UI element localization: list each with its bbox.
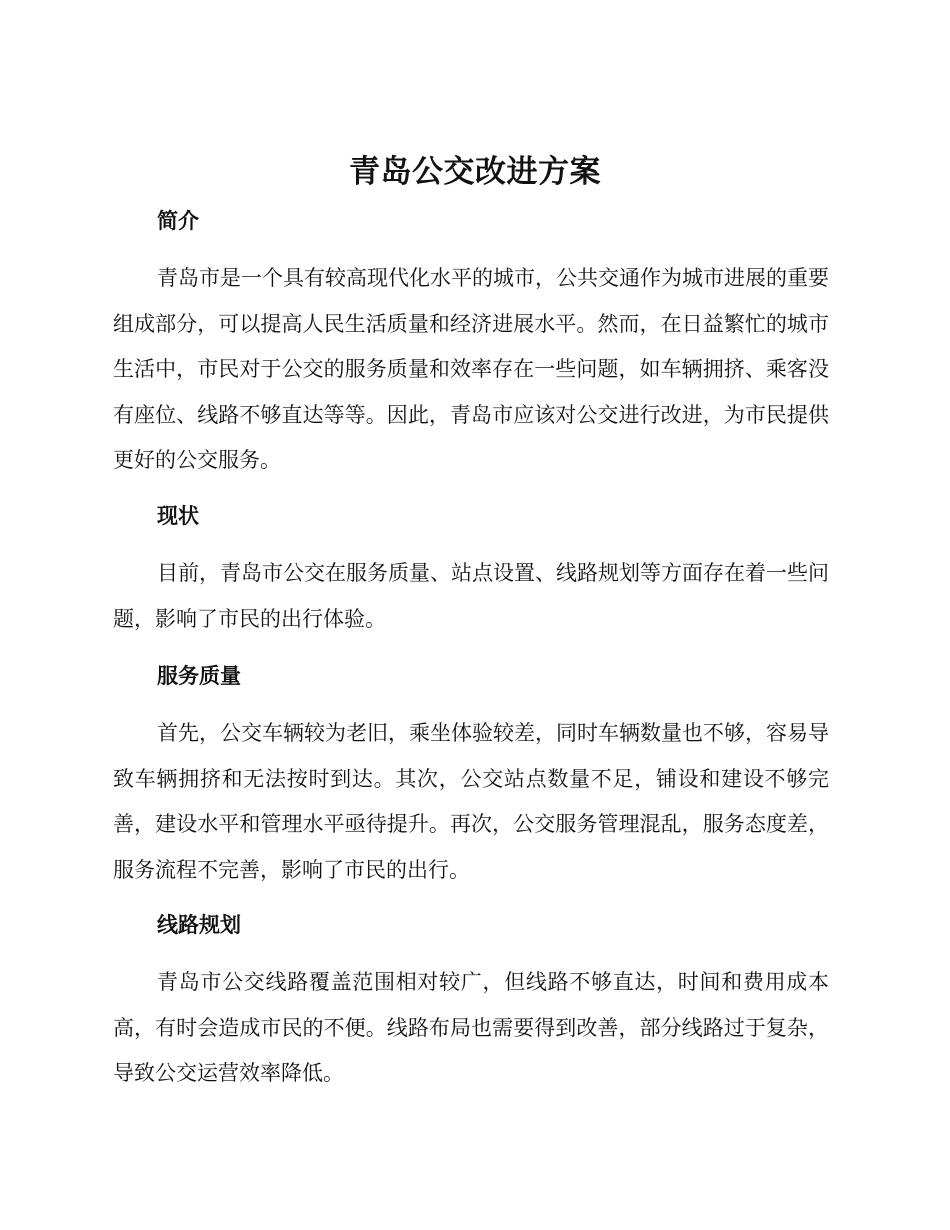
section-paragraph-intro: 青岛市是一个具有较高现代化水平的城市，公共交通作为城市进展的重要组成部分，可以提高人民生活质量和经济进展水平。然而，在日益繁忙的城市生活中，市民对于公交的服务质量和效率存在一些问题，如车辆拥挤、乘客没有座位、线路不够直达等等。因此，青岛市应该对公交进行改进，为市民提供更好的公交服务。 [113, 266, 829, 472]
section-paragraph-route-planning: 青岛市公交线路覆盖范围相对较广，但线路不够直达，时间和费用成本高，有时会造成市民的不便。线路布局也需要得到改善，部分线路过于复杂，导致公交运营效率降低。 [113, 970, 829, 1085]
section-heading-route-planning: 线路规划 [157, 913, 241, 937]
section-heading-status: 现状 [157, 504, 199, 528]
section-heading-intro: 简介 [157, 209, 199, 233]
section-paragraph-status: 目前，青岛市公交在服务质量、站点设置、线路规划等方面存在着一些问题，影响了市民的出行体验。 [113, 561, 829, 631]
section-heading-service-quality: 服务质量 [157, 664, 241, 688]
section-paragraph-service-quality: 首先，公交车辆较为老旧，乘坐体验较差，同时车辆数量也不够，容易导致车辆拥挤和无法按时到达。其次，公交站点数量不足，铺设和建设不够完善，建设水平和管理水平亟待提升。再次，公交服务管理混乱，服务态度差，服务流程不完善，影响了市民的出行。 [113, 721, 829, 882]
document-title: 青岛公交改进方案 [349, 154, 601, 190]
